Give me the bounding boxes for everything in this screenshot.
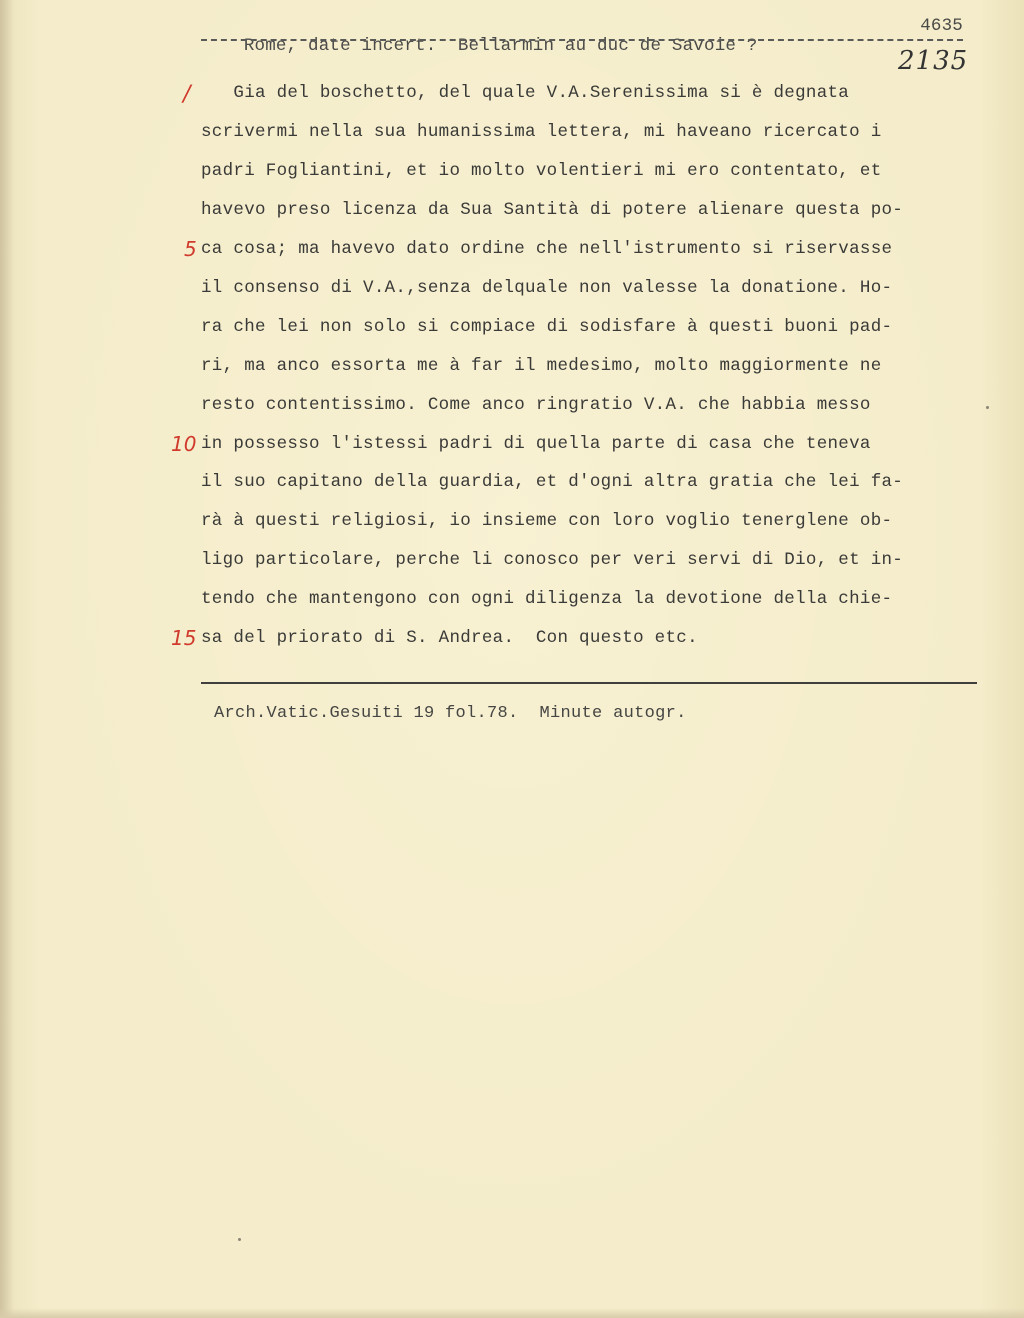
- margin-mark-line-1: /: [183, 82, 191, 107]
- text-line: ligo particolare, perche li conosco per veri servi di Dio, et in-: [201, 550, 904, 570]
- page-edge-shadow: [0, 0, 14, 1318]
- text-line: rà à questi religiosi, io insieme con loro voglio tenerglene ob-: [201, 511, 893, 531]
- text-line: ca cosa; ma havevo dato ordine che nell'istrumento si riservasse: [201, 239, 893, 259]
- text-line: il consenso di V.A.,senza delquale non valesse la donatione. Ho-: [201, 278, 893, 298]
- header-title: Rome, date incert. Bellarmin au duc de Savoie ?: [243, 36, 758, 56]
- margin-mark-line-10: 10: [171, 432, 197, 456]
- paper-speck: [238, 1238, 241, 1241]
- header-underline: [201, 39, 963, 41]
- text-line: tendo che mantengono con ogni diligenza la devotione della chie-: [201, 589, 893, 609]
- handwritten-folio-number: 2135: [898, 46, 969, 76]
- margin-mark-line-15: 15: [171, 626, 197, 650]
- text-line: scrivermi nella sua humanissima lettera, mi haveano ricercato i: [201, 122, 882, 142]
- text-line: sa del priorato di S. Andrea. Con questo etc.: [201, 628, 698, 648]
- paper-speck: [986, 406, 989, 409]
- text-line: il suo capitano della guardia, et d'ogni altra gratia che lei fa-: [201, 472, 904, 492]
- text-line: havevo preso licenza da Sua Santità di potere alienare questa po-: [201, 200, 904, 220]
- text-line: ri, ma anco essorta me à far il medesimo, molto maggiormente ne: [201, 356, 882, 376]
- text-line: padri Fogliantini, et io molto volentieri mi ero contentato, et: [201, 161, 882, 181]
- text-line: resto contentissimo. Come anco ringratio V.A. che habbia messo: [201, 395, 871, 415]
- page-bottom-shadow: [0, 1308, 1024, 1318]
- text-line: Gia del boschetto, del quale V.A.Serenissima si è degnata: [201, 83, 850, 103]
- text-line: ra che lei non solo si compiace di sodisfare à questi buoni pad-: [201, 317, 893, 337]
- margin-mark-line-5: 5: [184, 237, 197, 261]
- text-line: in possesso l'istessi padri di quella parte di casa che teneva: [201, 434, 871, 454]
- header-number: 4635: [920, 16, 963, 36]
- footer-divider: [201, 682, 977, 684]
- archive-source-note: Arch.Vatic.Gesuiti 19 fol.78. Minute autogr.: [214, 704, 687, 723]
